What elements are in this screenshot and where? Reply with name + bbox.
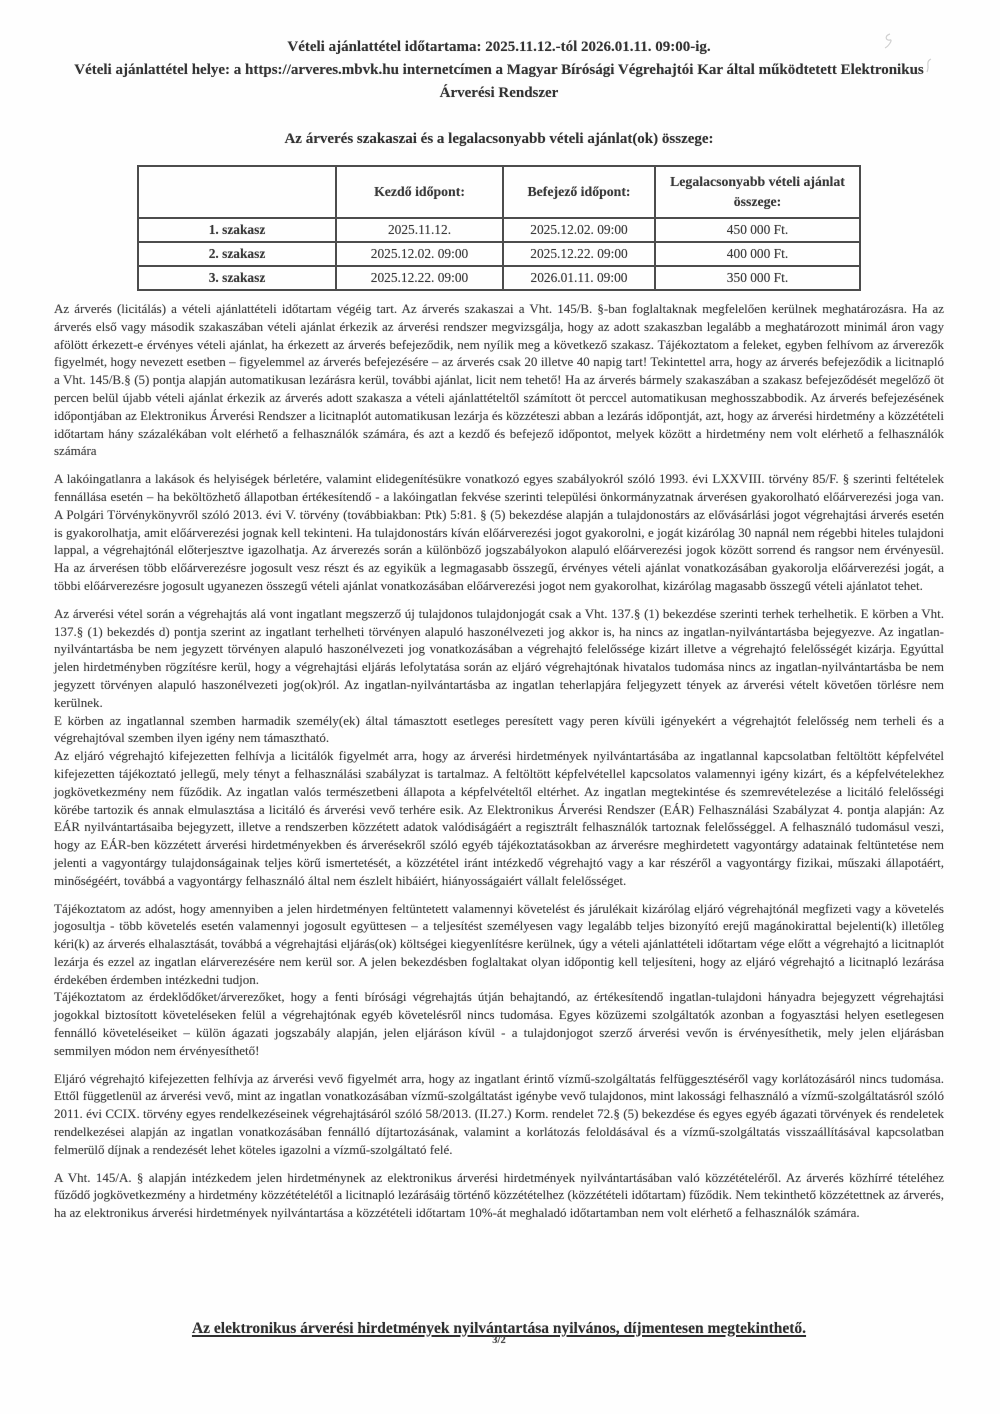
document-body — [54, 300, 944, 1222]
paragraph-preemption-rights: A lakóingatlanra a lakások és helyiségek bérletére, valamint elidegenítésükre vonatkozó egyes szabályokról szóló 1993. évi LXXVIII. törvény 85/F. § szerinti feltételek fennállása esetén – ha beköltözhető állapotban értékesítendő - a lakóingatlan fekvése szerinti települési önkormányzatnak árverésen gyakorolható előárverezési joga van. A Polgári Törvénykönyvről szóló 2013. évi V. törvény (továbbiakban: Ptk) 5:81. § (5) bekezdése alapján a tulajdonostárs az elővásárlási jogot végrehajtási árverés esetén is gyakorolhatja, amit előárverezési jognak kell tekinteni. Ha tulajdonostárs kíván előárverezési jogot gyakorolni, e jogát kizárólag 30 napnál nem régebbi hiteles tulajdoni lappal, a végrehajtónál előterjesztve igazolhatja. Az árverezés során a különböző jogszabályokon alapuló előárverezési jogok között sorrend és rangsor nem érvényesül. Ha az árverésen több előárverezésre jogosult vesz részt és az egyikük a legmagasabb összegű, érvényes vételi ajánlat vonatkozásában gyakorolja előárverezési jogát, a többi előárverezésre jogosult ugyanezen összegű vételi ajánlat vonatkozásában előárverezési jogot nem gyakorolhat, kizárólag magasabb összegű vételi ajánlatot tehet. — [54, 471, 944, 593]
table-row — [138, 266, 860, 290]
auction-stages-title: Az árverés szakaszai és a legalacsonyabb vételi ajánlat(ok) összege: — [284, 131, 714, 147]
document-header — [54, 36, 944, 105]
stage-1-min-offer: 450 000 Ft. — [655, 218, 860, 242]
table-row — [138, 242, 860, 266]
paragraph-debtor-info: Tájékoztatom az adóst, hogy amennyiben a jelen hirdetményen feltüntetett valamennyi követelést és járulékait kizárólag eljáró végrehajtónál megfizeti vagy a követelés jogosultja - több követelés esetén valamennyi jogosult együttesen – a teljesítést személyesen vagy legalább teljes bizonyító erejű magánokirattal bejelenti(k) illetőleg kéri(k) az árverés elhalasztását, továbbá a végrehajtási eljárás(ok) költségei kiegyenlítésre kerülnek, úgy a vételi ajánlattételi időtartam vége előtt a végrehajtó a licitnaplót lezárja és ezzel az ingatlan elárverezésére nem kerül sor. A jelen bekezdésben foglaltakat olyan időpontig kell teljesíteni, hogy az eljáró végrehajtó a licitnapló lezárása érdekében érdemben intézkedni tudjon. — [54, 900, 944, 987]
stage-3-end: 2026.01.11. 09:00 — [503, 266, 655, 290]
paragraph-utility-claims: Tájékoztatom az érdeklődőket/árverezőket, hogy a fenti bírósági végrehajtás útján behajtandó, az értékesítendő ingatlan-tulajdoni hányadra bejegyzett végrehajtási jogokkal biztosított követeléseken felül a végrehajtónak egyéb követelésről nincs tudomása. Egyes közüzemi szolgáltatók azonban a fogyasztási helyen esetlegesen fennálló követeléseiket – külön ágazati jogszabály alapján, jelen eljáráson kívül - a tulajdonjogot szerző árverési vevőn is érvényesíthetik, mely jelen eljárásban semmilyen módon nem érvényesíthető! — [54, 989, 944, 1058]
offer-location-line: Vételi ajánlattétel helye: a https://arveres.mbvk.hu internetcímen a Magyar Bírósági Végrehajtói Kar által működtetett Elektronikus Árverési Rendszer — [74, 62, 924, 101]
table-header-row — [138, 166, 860, 218]
table-row — [138, 218, 860, 242]
stage-1-end: 2025.12.02. 09:00 — [503, 218, 655, 242]
public-registry-notice: Az elektronikus árverési hirdetmények nyilvántartása nyilvános, díjmentesen megtekinthető. — [191, 1320, 807, 1337]
stage-2-label: 2. szakasz — [138, 242, 336, 266]
paragraph-encumbrances: Az árverési vétel során a végrehajtás alá vont ingatlant megszerző új tulajdonos tulajdonjogát csak a Vht. 137.§ (1) bekezdése szerinti terhek terhelhetik. E körben a Vht. 137.§ (1) bekezdés d) pontja szerint az ingatlant terhelheti törvényen alapuló haszonélvezeti jog akkor is, ha nincs az ingatlan-nyilvántartásba bejegyezve. Az ingatlan-nyilvántartásba be nem jegyzett törvényen alapuló haszonélvezeti jog vonatkozásában a végrehajtó felelőssége kizárt illetve a végrehajtó felelősségét kizárja. Egyúttal jelen hirdetményben rögzítésre kerül, hogy a végrehajtási eljárás lefolytatása során az eljáró végrehajtónak hivatalos tudomása nincs az ingatlan-nyilvántartásba be nem jegyzett törvényen alapuló haszonélvezeti jog(ok)ról. Az ingatlan-nyilvántartásba az ingatlan teherlapjára feljegyzett tények az árverési vételt követően törlésre nem kerülnek. — [54, 605, 944, 710]
stage-2-min-offer: 400 000 Ft. — [655, 242, 860, 266]
stage-2-start: 2025.12.02. 09:00 — [336, 242, 503, 266]
page-number: 3/2 — [492, 1335, 506, 1346]
scan-noise-mark — [922, 58, 936, 74]
paragraph-publication: A Vht. 145/A. § alapján intézkedem jelen hirdetménynek az elektronikus árverési hirdetmények nyilvántartásában való közzétételéről. Az árverés közhírré tételéhez fűződő jogkövetkezmény a hirdetmény közzétételétől a licitnapló lezárásáig történő közzétételhez (közzétételi időtartam) fűződik. Nem tekinthető közzétettnek az árverés, ha az elektronikus árverési hirdetmények nyilvántartása a közzétételi időtartam 10%-át meghaladó időtartamban nem volt elérhető a felhasználók számára. — [54, 1169, 944, 1221]
paragraph-water-service: Eljáró végrehajtó kifejezetten felhívja az árverési vevő figyelmét arra, hogy az ingatlant érintő vízmű-szolgáltatás felfüggesztéséről vagy korlátozásáról nincs tudomása. Ettől függetlenül az árverési vevő, mint az ingatlan vonatkozásában vízmű-szolgáltatást igénybe vevő tulajdonos, mint lakossági felhasználó a vízmű-szolgáltatásról szóló 2011. évi CCIX. törvény egyes rendelkezéseinek végrehajtásáról szóló 58/2013. (II.27.) Korm. rendelet 72.§ (5) bekezdése és egyes egyéb ágazati törvények és rendeletek rendelkezései alapján az ingatlan vonatkozásában fennálló díjtartozásának, valamint a korlátozás feloldásával és a vízmű-szolgáltatás visszaállításával kapcsolatban felmerülő díjnak a rendezését lehet köteles igazolni a vízmű-szolgáltató felé. — [54, 1070, 944, 1157]
table-header-stage — [138, 166, 336, 218]
document-footer — [54, 1320, 944, 1346]
paragraph-third-party-claims: E körben az ingatlannal szemben harmadik személy(ek) által támasztott esetleges peresített vagy peren kívüli igényekért a végrehajtót felelősség nem terheli és a végrehajtóval szemben ilyen igény nem támasztható. — [54, 712, 944, 746]
stage-3-start: 2025.12.22. 09:00 — [336, 266, 503, 290]
auction-stages-table — [137, 165, 861, 291]
table-header-end: Befejező időpont: — [503, 166, 655, 218]
stage-3-label: 3. szakasz — [138, 266, 336, 290]
paragraph-photos-disclaimer: Az eljáró végrehajtó kifejezetten felhívja a licitálók figyelmét arra, hogy az árverési hirdetmények nyilvántartásába az ingatlannal kapcsolatban feltöltött képfelvétel kifejezetten tájékoztató jellegű, mely tényt a felhasználási szabályzat is tartalmaz. A feltöltött képfelvétellel kapcsolatos valamennyi igény kizárt, és a képfelvételekhez jogkövetkezmény nem fűződik. Az ingatlan valós természetbeni állapota a képfelvételtől eltérhet. Az ingatlan megtekintése és szemrevételezése a licitáló felelősségi körébe tartozik és annak elmulasztása a licitáló és árverési vevő terhére esik. Az Elektronikus Árverési Rendszer (EÁR) Felhasználási Szabályzat 4. pontja alapján: Az EÁR nyilvántartásaiba bejegyzett, illetve a rendszerben közzétett adatok valódiságáért a regisztrált felhasználók tartoznak felelősséggel. A felhasználó tudomásul veszi, hogy az EÁR-ben közzétett árverési hirdetményekben és árverésekről szóló egyéb tájékoztatásokban az árverésre meghirdetett vagyontárgy adatainak feltüntetése nem jelenti a vagyontárgy tulajdonságainak teljes körű ismertetését, a közzététel iránt intézkedő végrehajtó vagy a kar részéről a vagyontárgy fizikai, műszaki állapotáért, minőségéért, továbbá a vagyontárgy felhasználó által nem észlelt hibáiért, hiányosságaiért vállalt felelősséget. — [54, 748, 944, 888]
stage-3-min-offer: 350 000 Ft. — [655, 266, 860, 290]
stage-1-start: 2025.11.12. — [336, 218, 503, 242]
table-header-start: Kezdő időpont: — [336, 166, 503, 218]
offer-period-line: Vételi ajánlattétel időtartama: 2025.11.12.-tól 2026.01.11. 09:00-ig. — [287, 39, 711, 55]
table-header-min-offer: Legalacsonyabb vételi ajánlat összege: — [655, 166, 860, 218]
scan-noise-mark — [880, 32, 896, 50]
paragraph-auction-process: Az árverés (licitálás) a vételi ajánlattételi időtartam végéig tart. Az árverés szakaszai a Vht. 145/B. §-ban foglaltaknak megfelelően kerülnek meghatározásra. Ha az árverés első vagy második szakaszában vételi ajánlat érkezik az árverési rendszer megvizsgálja, hogy az adott szakaszban legalább a meghatározott minimál áron vagy afölött érkezett-e érvényes vételi ajánlat, ha érkezett az árverés befejeződik, nem nyílik meg a következő szakasz. Tájékoztatom a feleket, egyben felhívom az árverezők figyelmét, hogy nevezett esetben – figyelemmel az árverés befejezésére – az árverés csak 20 illetve 40 napig tart! Tekintettel arra, hogy az árverés befejeződik a licitnapló a Vht. 145/B.§ (5) pontja alapján automatikusan lezárásra kerül, további ajánlat, licit nem tehető! Ha az árverés bármely szakaszában a szakasz befejeződését megelőző öt percen belül újabb vételi ajánlat érkezik az árverés adott szakasza a vételi ajánlattételtől számított öt perccel automatikusan meghosszabbodik. Az árverés befejezésének időpontjában az Elektronikus Árverési Rendszer a licitnaplót automatikusan lezárja és közzéteszi abban a lezárás időpontját, azt, hogy az árverési hirdetmény a közzétételi időtartam hány százalékában volt elérhető a felhasználók számára, és azt a kezdő és befejező időpontot, melyek között a hirdetmény nem volt elérhető a felhasználók számára — [54, 301, 944, 459]
stage-1-label: 1. szakasz — [138, 218, 336, 242]
stage-2-end: 2025.12.22. 09:00 — [503, 242, 655, 266]
